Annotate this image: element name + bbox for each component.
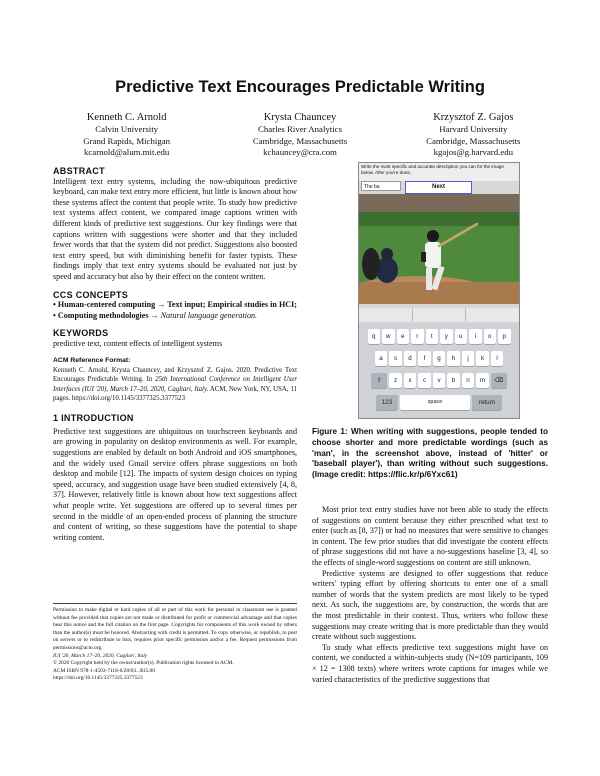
author-name: Krysta Chauncey — [263, 112, 337, 123]
keywords-text: predictive text, content effects of intelligent systems — [53, 338, 223, 348]
author-name: Kenneth C. Arnold — [86, 112, 167, 123]
key: w — [382, 329, 395, 344]
ccs-item-2-detail: Natural language generation. — [160, 310, 258, 320]
author-1 — [40, 111, 213, 159]
key: s — [389, 351, 402, 366]
suggestion-slot — [466, 308, 519, 322]
key: f — [418, 351, 431, 366]
key: o — [484, 329, 497, 344]
keyboard-row-3 — [359, 373, 519, 388]
reference-format-heading: ACM Reference Format: — [53, 356, 131, 364]
right-paragraph-1: Most prior text entry studies have not been able to study the effects of suggestions on content because they either prescribed what text to enter (such as [8, 37]) or had no measures that were sensitive to changes in content. The few prior studies that did investigate the content effects of phrase suggestions did not have a no-suggestions baseline [3, 4], so the effects of single-word suggestions on content are still unknown. — [312, 505, 548, 567]
right-paragraph-3: To study what effects predictive text suggestions might have on content, we conducted a within-subjects study (N=109 participants, 109 × 12 = 1308 texts) where writers wrote captions for images while we varied characteristics of the predictive suggestions that — [312, 642, 548, 684]
ccs-item-1: • Human-centered computing → Text input; Empirical studies in HCI; — [53, 300, 297, 310]
key: b — [447, 373, 460, 388]
author-affiliation: Charles River Analytics — [257, 124, 343, 134]
numbers-key: 123 — [376, 395, 398, 410]
abstract-text: Intelligent text entry systems, including the now-ubiquitous predictive keyboard, can make text entry more efficient, but little is known about how these systems affect the content that people write. To study how predictive text systems affect content, we compared image captions written with different kinds of predictive text suggestions. Our key findings were that captions written with suggestions were shorter and that they included fewer words that that the system did not predict. Suggestions also boosted text entry speed, but with diminishing benefit for faster typists. These findings imply that text entry systems should be evaluated not just by speed and accuracy but also by their effect on the content written. — [53, 176, 297, 281]
suggestion-bar — [359, 308, 519, 322]
keyboard-row-4 — [359, 395, 519, 410]
author-location: Grand Rapids, Michigan — [83, 135, 171, 146]
key: y — [440, 329, 453, 344]
ccs-heading: CCS CONCEPTS — [53, 289, 129, 300]
introduction-paragraph — [53, 427, 297, 544]
introduction-heading: 1 INTRODUCTION — [53, 413, 134, 424]
key: r — [411, 329, 424, 344]
next-button: Next — [405, 181, 472, 194]
author-affiliation: Harvard University — [439, 124, 508, 134]
permission-text: Permission to make digital or hard copies of all or part of this work for personal or classroom use is granted without fee provided that copies are not made or distributed for profit or commercial advantage and that copies bear this notice and the full citation on the first page. Copyrights for components of this work owned by others than the author(s) must be honored. Abstracting with credit is permitted. To copy otherwise, or republish, to post on servers or to redistribute to lists, requires prior specific permission and/or a fee. Request permissions from permissions@acm.org. — [53, 607, 297, 651]
footnote-isbn: ACM ISBN 978-1-4503-7118-6/20/03...$15.00 — [53, 667, 155, 674]
author-affiliation: Calvin University — [95, 124, 159, 134]
key: z — [389, 373, 402, 388]
intro-emphasis: what — [53, 501, 69, 511]
backspace-key: ⌫ — [491, 373, 507, 388]
intro-text-a: Predictive text suggestions are ubiquitous on touchscreen keyboards and are growing in popularity on desktop environments as well. For example, suggestions are enabled by default on both Android and iOS smartphones, and the widely used Gmail service offers phrase suggestions on both desktop and mobile [12]. The impacts of system design choices on typing speed, accuracy, and suggestion usage have been studied extensively [4, 8, 37]. However, relatively little is known about how text suggestions affect — [53, 426, 297, 500]
reference-venue: 25th International Conference on Intelligent User Interfaces (IUI '20), March 17–20, 2020, Cagliari, Italy. — [53, 376, 298, 393]
shift-key: ⇧ — [371, 373, 387, 388]
onscreen-keyboard — [359, 323, 519, 418]
author-location: Cambridge, Massachusetts — [252, 135, 348, 146]
key: v — [433, 373, 446, 388]
author-email: kgajos@g.harvard.edu — [433, 147, 514, 157]
key: e — [397, 329, 410, 344]
figure-instruction: Write the most specific and accurate description you can for the image below. After you're done, — [359, 163, 519, 181]
key: q — [368, 329, 381, 344]
suggestion-slot — [359, 308, 413, 322]
left-column — [53, 166, 297, 543]
key: g — [433, 351, 446, 366]
author-2 — [213, 111, 386, 159]
keyboard-row-2 — [359, 351, 519, 366]
key: i — [469, 329, 482, 344]
key: p — [498, 329, 511, 344]
key: a — [375, 351, 388, 366]
right-column — [312, 505, 548, 685]
figure-1-caption: Figure 1: When writing with suggestions, people tended to choose shorter and more predictable wordings (such as 'man', in the screenshot above, instead of 'hitter' or 'baseball player'), than writing without such suggestions. (Image credit: https://flic.kr/p/6Yxc61) — [312, 427, 548, 480]
key: d — [404, 351, 417, 366]
paper-title: Predictive Text Encourages Predictable Writing — [115, 78, 485, 96]
space-key: space — [400, 395, 470, 410]
intro-text-b: people write. Yet suggestions are offered up to several times per second in the middle of an open-ended process of planning the structure and content of writing, so these suggestions have the potential to shape writing content. — [53, 501, 297, 542]
key: u — [455, 329, 468, 344]
figure-1-screenshot — [358, 162, 520, 419]
author-name: Krzysztof Z. Gajos — [433, 112, 514, 123]
footnote-doi: https://doi.org/10.1145/3377325.3377523 — [53, 675, 143, 682]
key: t — [426, 329, 439, 344]
keywords-heading: KEYWORDS — [53, 328, 109, 339]
author-location: Cambridge, Massachusetts — [426, 135, 521, 146]
baseball-photo — [359, 194, 519, 304]
right-paragraph-2: Predictive systems are designed to offer suggestions that reduce writers' typing effort by offering shortcuts to enter one of a small number of words that the system predicts are most likely to be typed next. As such, the suggestions are, by construction, the words that are the most predictable in their context. Thus, writers who follow these suggestions may create writing that is more predictable than they would create without such suggestions. — [312, 568, 548, 642]
key: x — [404, 373, 417, 388]
author-email: kcarnold@alum.mit.edu — [84, 147, 170, 157]
author-3 — [387, 111, 560, 159]
footnote-copyright: © 2020 Copyright held by the owner/author(s). Publication rights licensed to ACM. — [53, 660, 234, 667]
reference-text-a: Kenneth C. Arnold, Krysta Chauncey, and Krzysztof Z. Gajos. 2020. Predictive Text Encourages Predictable Writing. In — [53, 367, 297, 384]
suggestion-slot — [413, 308, 467, 322]
author-email: kchauncey@cra.com — [263, 147, 337, 157]
ccs-concepts — [53, 300, 297, 321]
reference-format-text — [53, 366, 297, 403]
permission-footnote — [53, 603, 297, 683]
key: m — [476, 373, 489, 388]
key: c — [418, 373, 431, 388]
return-key: return — [472, 395, 502, 410]
footnote-venue: IUI '20, March 17–20, 2020, Cagliari, Italy — [53, 652, 148, 659]
key: k — [476, 351, 489, 366]
ccs-item-2: • Computing methodologies → — [53, 310, 159, 320]
author-block — [40, 111, 560, 159]
key: j — [462, 351, 475, 366]
key: h — [447, 351, 460, 366]
keyboard-row-1 — [359, 329, 519, 344]
key: n — [462, 373, 475, 388]
abstract-heading: ABSTRACT — [53, 166, 105, 176]
reference-text-b: ACM, New York, NY, USA, 11 pages. https://doi.org/10.1145/3377325.3377523 — [53, 385, 297, 402]
caption-input: The ba — [361, 181, 401, 191]
key: l — [491, 351, 504, 366]
